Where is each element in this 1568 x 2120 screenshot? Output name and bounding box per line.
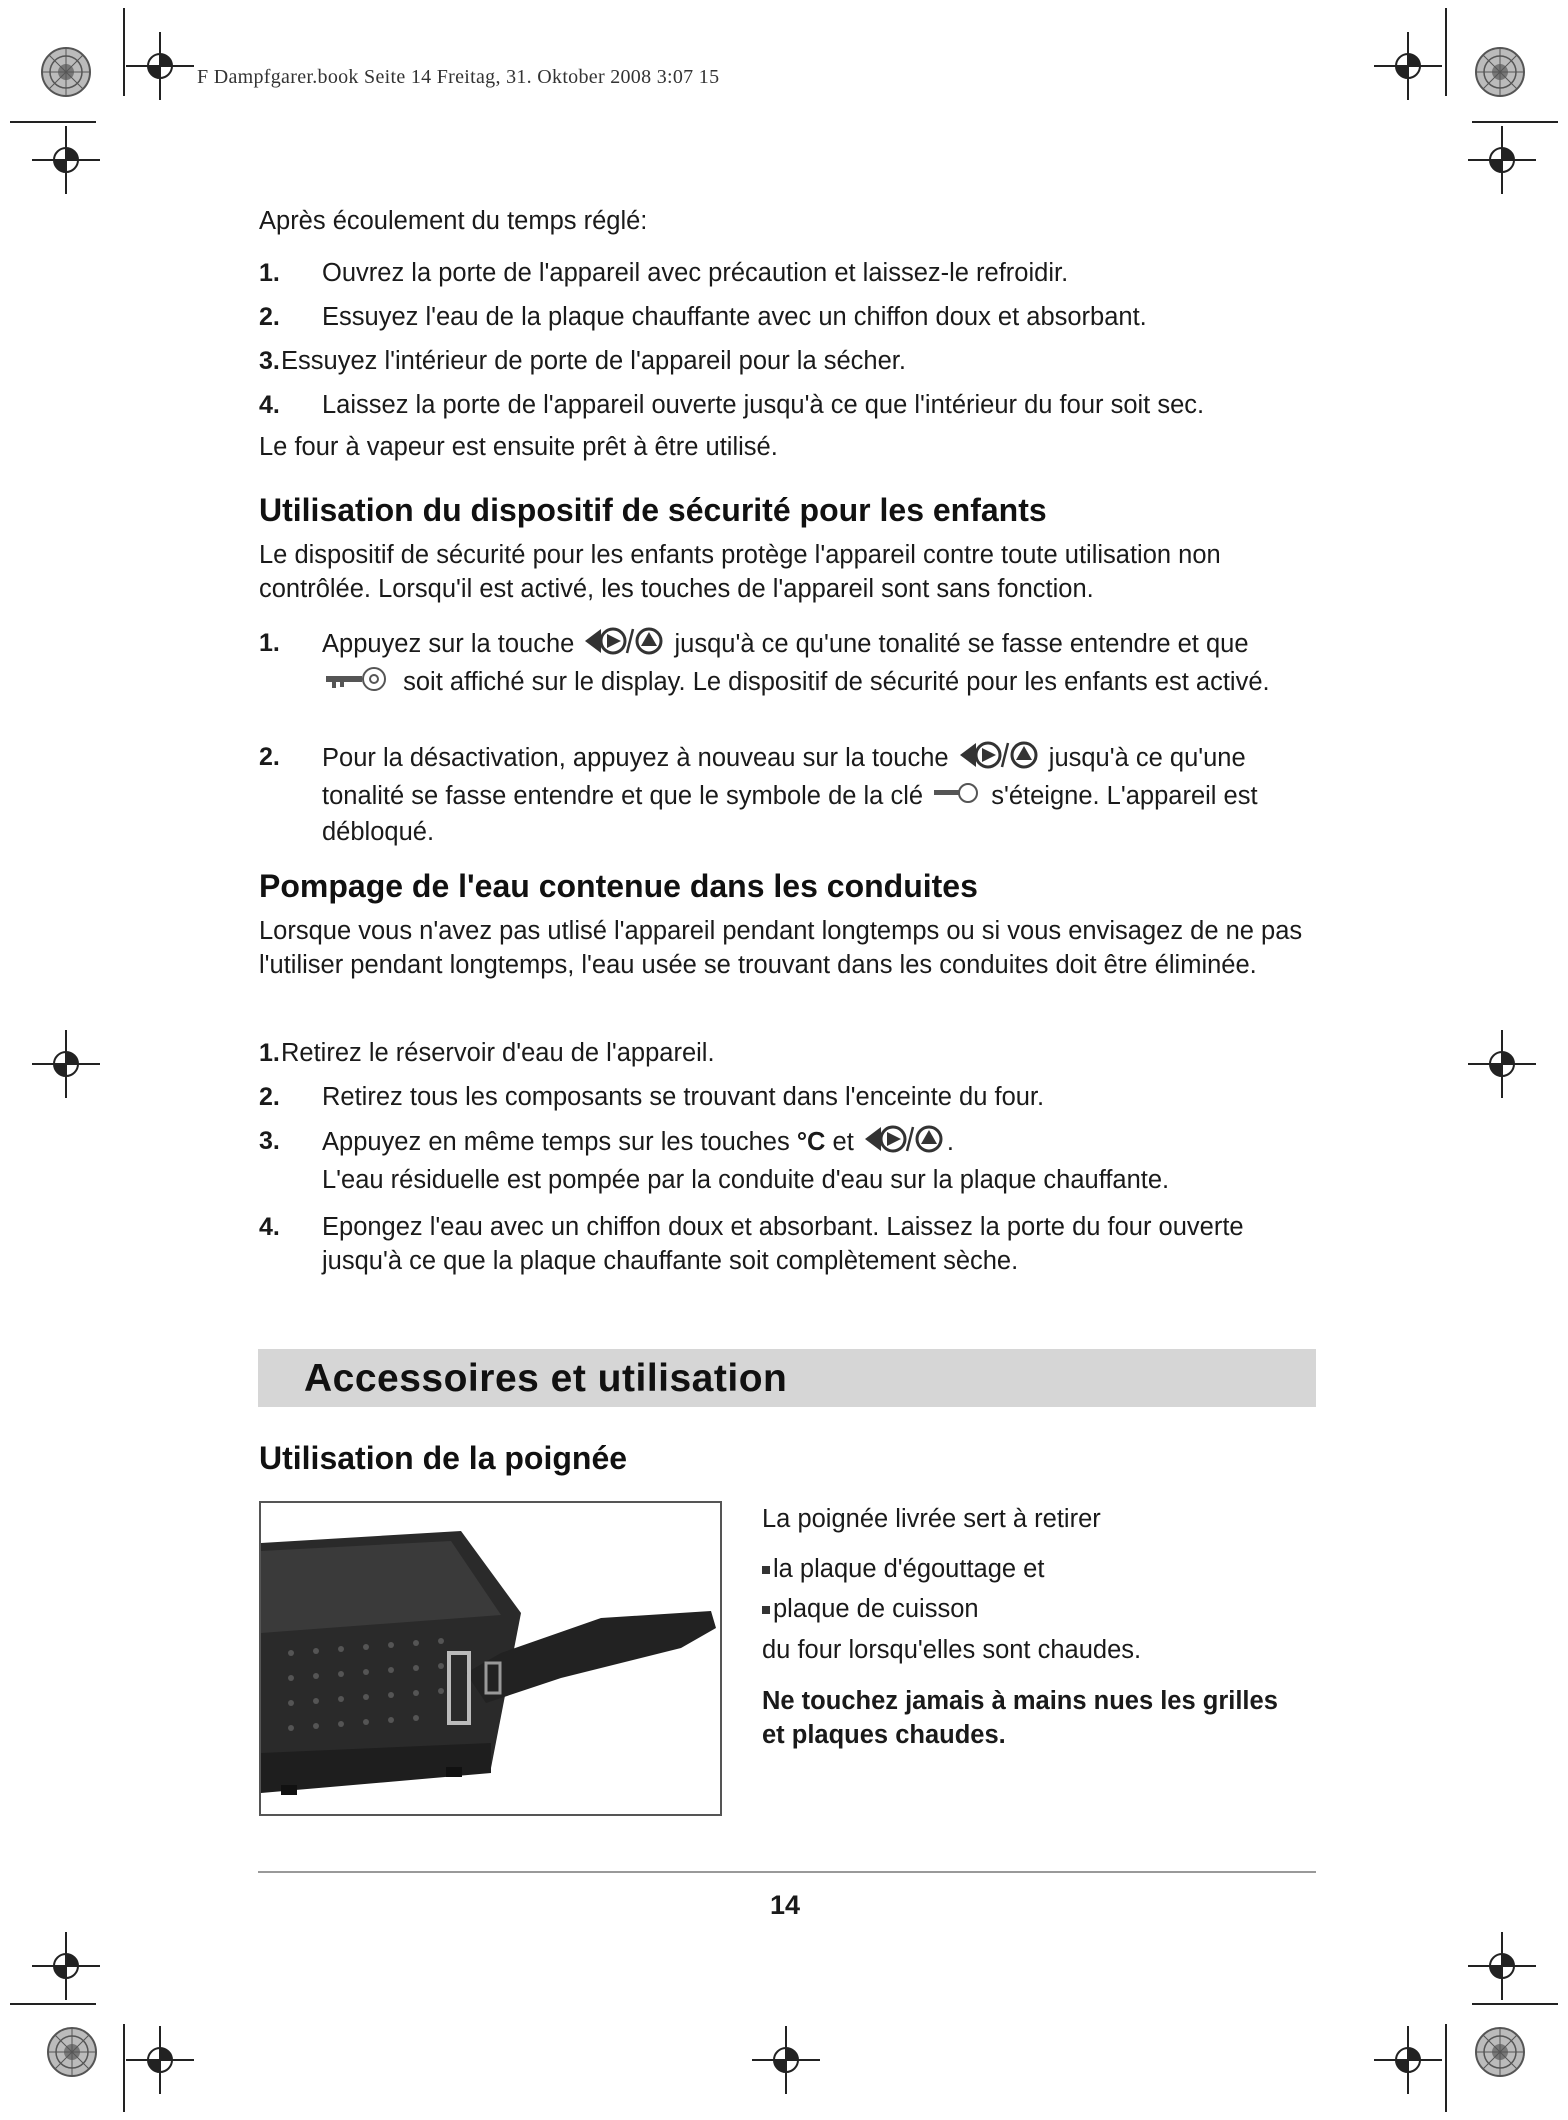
footer-rule bbox=[258, 1871, 1316, 1873]
step-number: 1. bbox=[259, 1039, 280, 1067]
accessories-banner bbox=[258, 1349, 1316, 1407]
step-number: 4. bbox=[259, 1213, 280, 1241]
step-text-d: L'eau résiduelle est pompée par la conduite d'eau sur la plaque chauffante. bbox=[322, 1166, 1170, 1194]
step-text: Ouvrez la porte de l'appareil avec précaution et laissez-le refroidir. bbox=[322, 259, 1069, 287]
bullet-icon bbox=[762, 1606, 770, 1614]
page-number: 14 bbox=[770, 1890, 801, 1920]
step-text: Essuyez l'eau de la plaque chauffante avec un chiffon doux et absorbant. bbox=[322, 303, 1147, 331]
key-icon bbox=[932, 780, 982, 815]
child-lock-step-2 bbox=[259, 740, 1319, 844]
step-number: 2. bbox=[259, 303, 280, 331]
pump-step-3 bbox=[259, 1124, 1319, 1204]
after-time-closing: Le four à vapeur est ensuite prêt à être utilisé. bbox=[259, 433, 778, 461]
accessories-banner-title: Accessoires et utilisation bbox=[304, 1357, 788, 1400]
step-text: Epongez l'eau avec un chiffon doux et absorbant. Laissez la porte du four ouverte jusqu'à ce que la plaque chauffante soit complètement sèche. bbox=[322, 1213, 1244, 1275]
step-number: 3. bbox=[259, 1127, 280, 1155]
lock-button-icon bbox=[863, 1124, 945, 1163]
file-header: F Dampfgarer.book Seite 14 Freitag, 31. Oktober 2008 3:07 15 bbox=[197, 66, 720, 88]
step-body bbox=[322, 626, 1322, 701]
step-text-c: . bbox=[946, 1128, 955, 1157]
bullet-icon bbox=[762, 1566, 770, 1574]
handle-intro: La poignée livrée sert à retirer bbox=[762, 1505, 1101, 1533]
step-body bbox=[322, 1124, 1322, 1197]
pump-intro: Lorsque vous n'avez pas utlisé l'appareil pendant longtemps ou si vous envisagez de ne pas l'utiliser pendant longtemps, l'eau usée se trouvant dans les conduites doit être éliminée. bbox=[259, 917, 1303, 979]
handle-heading: Utilisation de la poignée bbox=[259, 1440, 628, 1476]
celsius-key-label: °C bbox=[796, 1128, 826, 1157]
step-text-a: Pour la désactivation, appuyez à nouveau sur la touche bbox=[322, 744, 949, 773]
step-text-c: soit affiché sur le display. Le dispositif de sécurité pour les enfants est activé. bbox=[403, 668, 1270, 696]
pump-step-4 bbox=[259, 1210, 1319, 1280]
pump-heading: Pompage de l'eau contenue dans les conduites bbox=[259, 868, 978, 904]
step-text-a: Appuyez sur la touche bbox=[322, 630, 575, 659]
step-number: 2. bbox=[259, 743, 280, 771]
bullet-item: la plaque d'égouttage et bbox=[762, 1552, 1044, 1586]
handle-after: du four lorsqu'elles sont chaudes. bbox=[762, 1636, 1142, 1664]
step-number: 1. bbox=[259, 259, 280, 287]
step-text: Essuyez l'intérieur de porte de l'appareil pour la sécher. bbox=[281, 347, 906, 375]
step-text-a: Appuyez en même temps sur les touches bbox=[322, 1128, 790, 1157]
step-number: 1. bbox=[259, 629, 280, 657]
step-text: Retirez tous les composants se trouvant dans l'enceinte du four. bbox=[322, 1083, 1045, 1111]
step-number: 3. bbox=[259, 347, 280, 375]
child-lock-intro: Le dispositif de sécurité pour les enfants protège l'appareil contre toute utilisation non contrôlée. Lorsqu'il est activé, les touches de l'appareil sont sans fonction. bbox=[259, 541, 1221, 603]
key-icon bbox=[324, 666, 394, 701]
step-text-b: jusqu'à ce qu'une tonalité se fasse entendre et que bbox=[674, 630, 1249, 659]
after-time-intro: Après écoulement du temps réglé: bbox=[259, 207, 648, 235]
tray-with-handle-photo bbox=[259, 1501, 722, 1816]
step-number: 2. bbox=[259, 1083, 280, 1111]
step-text-c: s'éteigne. L'appareil est débloqué. bbox=[322, 782, 1258, 846]
warning-text: Ne touchez jamais à mains nues les grilles et plaques chaudes. bbox=[762, 1687, 1278, 1749]
lock-button-icon bbox=[958, 740, 1040, 779]
child-lock-step-1 bbox=[259, 626, 1319, 730]
step-body bbox=[322, 740, 1322, 849]
step-text-b: jusqu'à ce qu'une tonalité se fasse entendre et que le symbole de la clé bbox=[322, 744, 1246, 810]
child-lock-heading: Utilisation du dispositif de sécurité pour les enfants bbox=[259, 492, 1047, 528]
step-number: 4. bbox=[259, 391, 280, 419]
step-text-b: et bbox=[832, 1128, 854, 1157]
step-text: Retirez le réservoir d'eau de l'appareil. bbox=[281, 1039, 715, 1067]
step-text: Laissez la porte de l'appareil ouverte jusqu'à ce que l'intérieur du four soit sec. bbox=[322, 391, 1205, 419]
lock-button-icon bbox=[583, 626, 665, 665]
bullet-item: plaque de cuisson bbox=[762, 1592, 979, 1626]
